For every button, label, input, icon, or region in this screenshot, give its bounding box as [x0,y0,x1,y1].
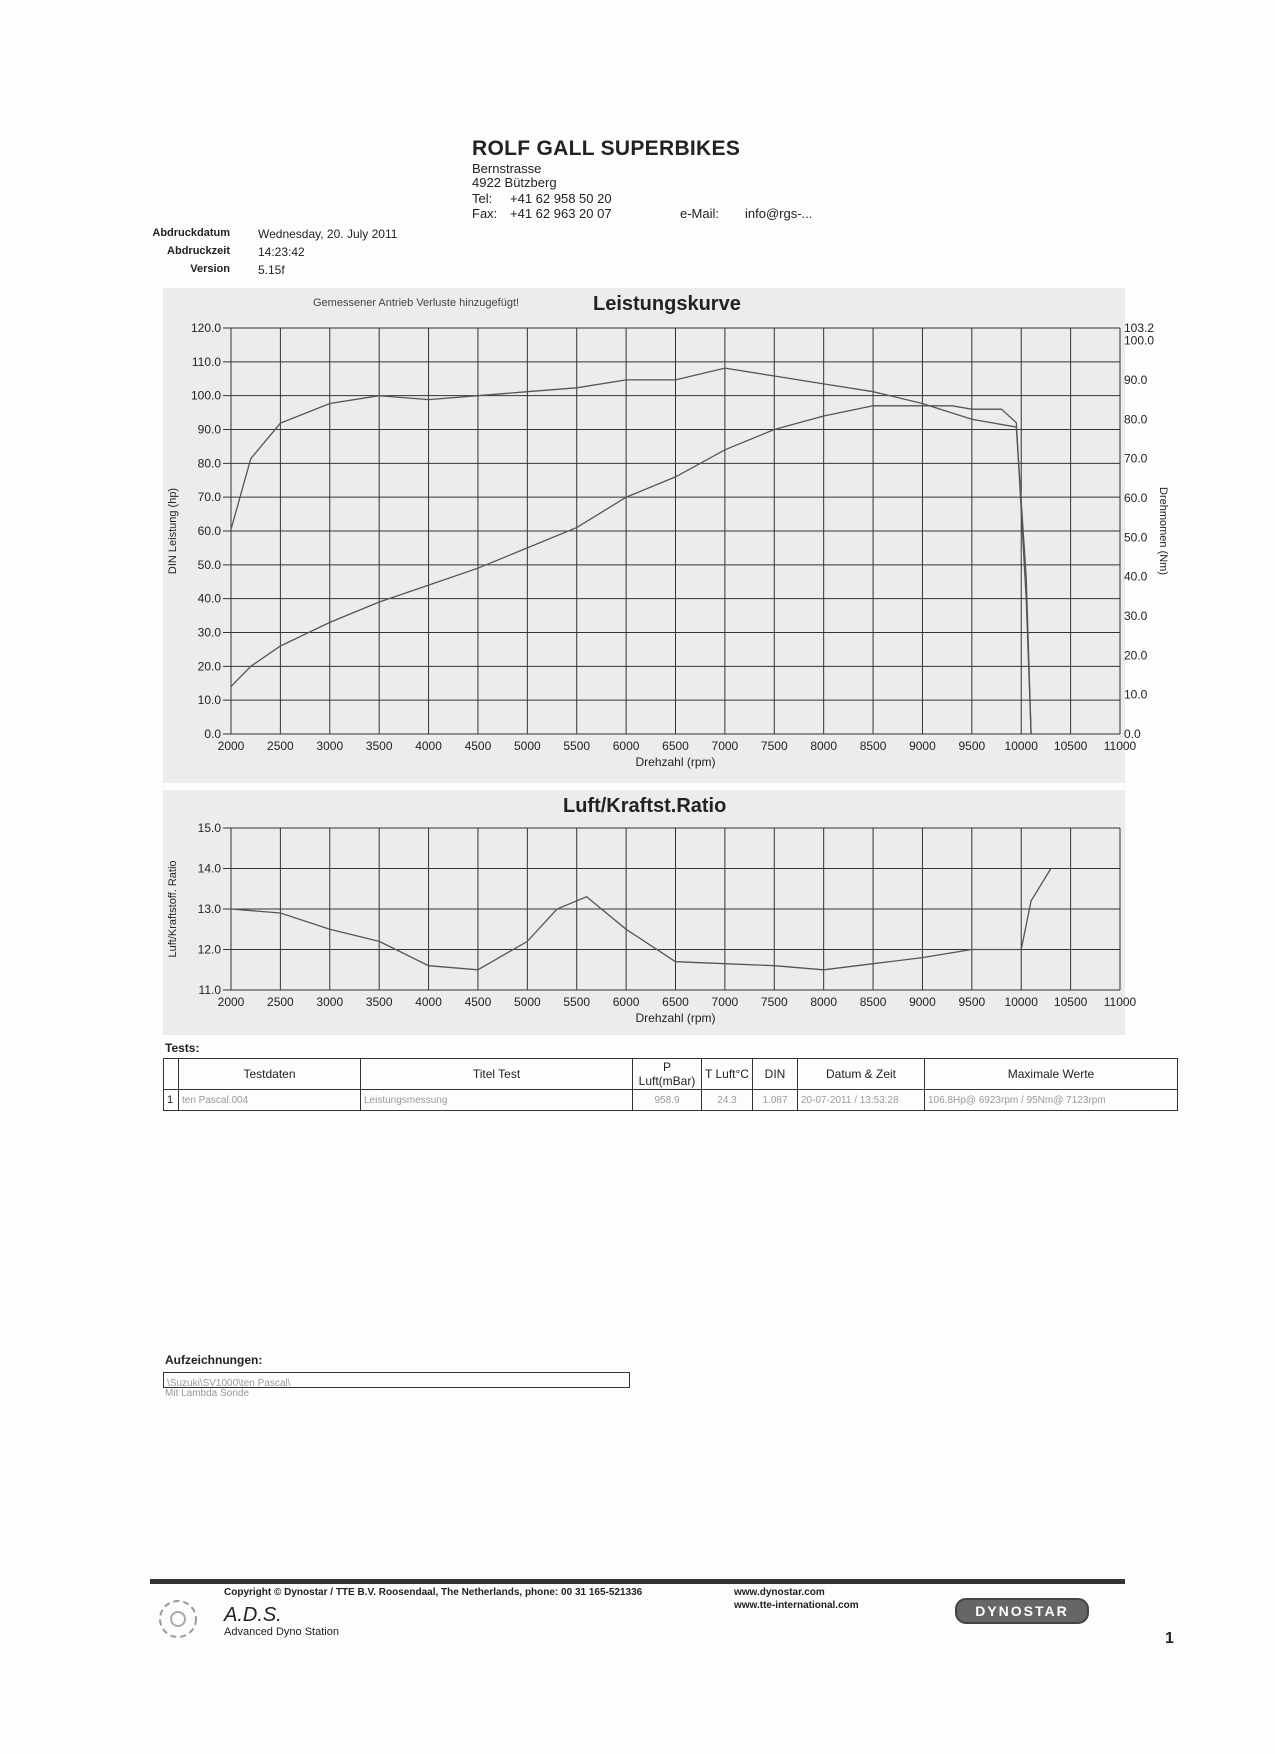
print-date-label: Abdruckdatum [152,227,230,239]
x-tick-label: 4500 [464,995,492,1009]
table-cell: 1.087 [753,1090,798,1111]
x-tick-label: 4500 [464,739,492,753]
x-tick-label: 8000 [810,995,838,1009]
version-label: Version [190,263,230,275]
x-tick-label: 2500 [267,995,294,1009]
y-tick-label: 30.0 [197,625,221,640]
y-axis-label: Luft/Kraftstoff. Ratio [167,860,179,958]
table-header: T Luft°C [702,1059,753,1090]
x-tick-label: 6500 [662,995,689,1009]
x-tick-label: 8000 [810,739,838,753]
y-tick-label: 110.0 [191,354,221,369]
chart-title: Luft/Kraftst.Ratio [563,795,727,817]
x-tick-label: 10500 [1053,995,1088,1009]
tests-label: Tests: [165,1041,200,1055]
dynostar-logo: DYNOSTAR [955,1598,1089,1624]
chart-subtitle: Gemessener Antrieb Verluste hinzugefügt! [313,297,520,309]
y2-axis-label: Drehmomen (Nm) [1157,486,1169,576]
x-tick-label: 3000 [316,995,344,1009]
email-value: info@rgs-... [745,206,813,221]
y-tick-label: 80.0 [197,456,221,471]
x-tick-label: 4000 [415,995,442,1009]
table-cell: ten Pascal.004 [179,1090,361,1111]
x-tick-label: 9000 [909,995,936,1009]
y2-tick-label: 100.0 [1124,333,1155,348]
table-cell: Leistungsmessung [361,1090,633,1111]
print-time-label: Abdruckzeit [167,245,230,257]
y-tick-label: 11.0 [198,983,221,997]
x-tick-label: 3500 [365,995,393,1009]
x-tick-label: 9500 [958,995,986,1009]
series-line-2 [231,368,1031,734]
x-tick-label: 6000 [612,995,640,1009]
y-tick-label: 40.0 [197,591,221,606]
table-header: DIN [753,1059,798,1090]
x-tick-label: 7000 [711,995,739,1009]
notes-box [163,1372,630,1388]
y-axis-label: DIN Leistung (hp) [167,487,179,575]
footer-copyright: Copyright © Dynostar / TTE B.V. Roosendaal, The Netherlands, phone: 00 31 165-521336 [224,1587,643,1598]
y2-tick-label: 30.0 [1124,608,1148,623]
table-header: Testdaten [179,1059,361,1090]
chart-title: Leistungskurve [593,293,741,315]
x-tick-label: 3000 [316,739,344,753]
table-header: Datum & Zeit [798,1059,925,1090]
y-tick-label: 90.0 [197,422,221,437]
x-tick-label: 9000 [909,739,936,753]
x-tick-label: 7000 [711,739,739,753]
table-header: Maximale Werte [925,1059,1178,1090]
y2-tick-label: 103.2 [1124,321,1155,335]
y2-tick-label: 0.0 [1124,727,1141,741]
footer-web-2: www.tte-international.com [734,1600,859,1611]
tel-label: Tel: [472,191,493,206]
power-curve-chart [163,288,1169,783]
y2-tick-label: 10.0 [1124,687,1148,702]
table-cell: 958.9 [633,1090,702,1111]
ads-logo-icon [150,1594,210,1644]
x-tick-label: 5500 [563,995,591,1009]
x-tick-label: 8500 [859,739,887,753]
y2-tick-label: 40.0 [1124,569,1148,584]
x-tick-label: 7500 [760,739,788,753]
x-tick-label: 9500 [958,739,986,753]
y-tick-label: 12.0 [197,942,221,957]
x-tick-label: 6000 [612,739,640,753]
y-tick-label: 15.0 [197,821,221,835]
notes-line-1: \Suzuki\SV1000\ten Pascal\ [167,1378,291,1389]
table-row [164,1090,1178,1111]
x-tick-label: 11000 [1103,995,1137,1009]
table-header: P Luft(mBar) [633,1059,702,1090]
y-tick-label: 100.0 [190,388,221,403]
tests-table [163,1058,1178,1111]
y2-tick-label: 50.0 [1124,530,1148,545]
y-tick-label: 10.0 [197,693,221,708]
fax-number: +41 62 963 20 07 [510,206,612,221]
x-tick-label: 2000 [217,995,245,1009]
x-tick-label: 2000 [217,739,245,753]
version-value: 5.15f [258,263,285,277]
y-tick-label: 50.0 [197,557,221,572]
y-tick-label: 120.0 [190,321,221,335]
page-number: 1 [1165,1630,1174,1647]
tel-number: +41 62 958 50 20 [510,191,612,206]
notes-line-2: Mit Lambda Sonde [165,1388,249,1399]
y2-tick-label: 80.0 [1124,412,1148,427]
table-header: Titel Test [361,1059,633,1090]
y2-tick-label: 70.0 [1124,451,1148,466]
y-tick-label: 13.0 [197,902,221,916]
y-tick-label: 14.0 [197,861,221,876]
y-tick-label: 0.0 [204,727,221,741]
table-cell: 20-07-2011 / 13:53:28 [798,1090,925,1111]
series-line-1 [231,869,1051,970]
print-time: 14:23:42 [258,245,305,259]
y-tick-label: 60.0 [197,524,221,538]
ads-title: A.D.S. [224,1604,282,1626]
x-tick-label: 10000 [1004,995,1038,1009]
street: Bernstrasse [472,161,542,176]
x-tick-label: 5000 [513,739,541,753]
y2-tick-label: 20.0 [1124,648,1148,663]
x-tick-label: 4000 [415,739,442,753]
x-tick-label: 5500 [563,739,591,753]
y2-tick-label: 60.0 [1124,490,1148,505]
y-tick-label: 70.0 [197,490,221,505]
table-header-row [164,1059,1178,1090]
print-date: Wednesday, 20. July 2011 [258,227,398,241]
city: 4922 Bützberg [472,175,557,190]
footer-rule [150,1579,1125,1584]
fax-label: Fax: [472,206,498,221]
x-tick-label: 2500 [267,739,294,753]
x-tick-label: 10500 [1053,739,1088,753]
x-tick-label: 5000 [513,995,541,1009]
company-name: ROLF GALL SUPERBIKES [472,137,741,160]
email-label: e-Mail: [680,206,720,221]
x-tick-label: 8500 [859,995,887,1009]
x-tick-label: 6500 [662,739,689,753]
ads-subtitle: Advanced Dyno Station [224,1626,339,1638]
notes-label: Aufzeichnungen: [165,1353,263,1367]
x-tick-label: 7500 [760,995,788,1009]
x-tick-label: 10000 [1004,739,1038,753]
table-cell: 1 [164,1090,179,1111]
x-axis-label: Drehzahl (rpm) [635,755,716,769]
footer-web-1: www.dynostar.com [734,1587,825,1598]
x-tick-label: 3500 [365,739,393,753]
y-tick-label: 20.0 [197,659,221,674]
table-cell: 24.3 [702,1090,753,1111]
x-axis-label: Drehzahl (rpm) [635,1011,716,1025]
afr-chart [163,790,1137,1035]
table-cell: 106.8Hp@ 6923rpm / 95Nm@ 7123rpm [925,1090,1178,1111]
y2-tick-label: 90.0 [1124,372,1148,387]
x-tick-label: 11000 [1103,739,1137,753]
series-line-1 [231,406,1031,734]
